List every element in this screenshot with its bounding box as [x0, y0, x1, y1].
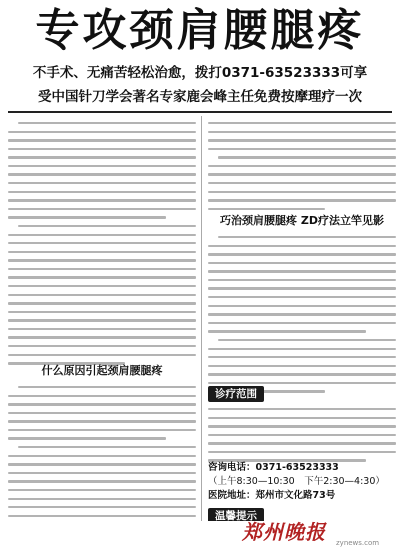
right-body-text-2: [208, 236, 396, 399]
site-watermark: zynews.com: [336, 539, 380, 547]
column-divider: [201, 116, 202, 521]
header-rule: [8, 111, 392, 113]
subtitle-line-1: 不手术、无痛苦轻松治愈，拨打0371-63523333可享: [32, 65, 368, 81]
page-title: 专攻颈肩腰腿疼: [35, 5, 365, 56]
left-body-text-1: [8, 122, 196, 371]
left-body-text-2: [8, 386, 196, 521]
right-section-heading: 巧治颈肩腰腿疼 ZD疗法立竿见影: [220, 214, 384, 227]
left-section-heading: 什么原因引起颈肩腰腿疼: [41, 364, 163, 377]
left-column: [8, 116, 196, 521]
contact-hours: （上午8:30—10:30 下午2:30—4:30）: [208, 476, 385, 487]
newspaper-logo: 郑州晚报: [242, 520, 326, 544]
right-body-text-1: [208, 122, 396, 216]
phone-label: 咨询电话：: [208, 462, 256, 473]
address-label: 医院地址：: [208, 490, 256, 501]
contact-address: [208, 489, 396, 503]
phone-number: 0371-63523333: [255, 462, 339, 473]
right-column: [208, 116, 396, 521]
scope-list: [208, 408, 396, 468]
subtitle-line-2: 受中国针刀学会著名专家鹿会峰主任免费按摩理疗一次: [38, 89, 362, 105]
address-value: 郑州市文化路73号: [255, 490, 336, 501]
scope-tag: 诊疗范围: [208, 386, 264, 402]
reminder-tag: 温馨提示: [208, 508, 264, 521]
contact-phone: [208, 461, 396, 475]
